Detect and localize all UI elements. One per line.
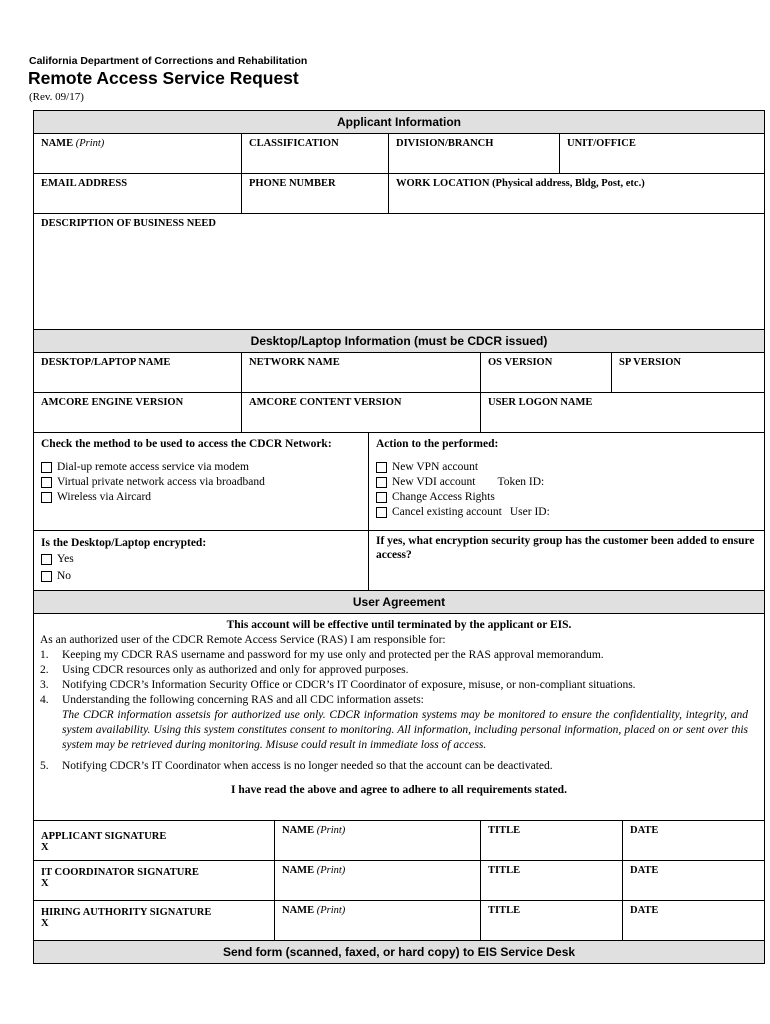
encrypted-yes[interactable]: Yes [41,551,361,568]
sp-version-field[interactable]: SP VERSION [619,357,681,368]
agreement-item: 5. Notifying CDCR’s IT Coordinator when access is no longer needed so that the account can be deactivated. [40,760,553,772]
form-revision: (Rev. 09/17) [29,91,84,103]
business-need-field[interactable]: DESCRIPTION OF BUSINESS NEED [41,218,216,229]
applicant-signature-field[interactable]: APPLICANT SIGNATURE X [34,821,275,860]
network-name-field[interactable]: NETWORK NAME [242,353,481,392]
section-user-agreement: User Agreement [34,591,764,614]
agreement-item: 4. Understanding the following concerning RAS and all CDC information assets: [40,694,424,706]
action-change-rights[interactable]: Change Access Rights [376,490,757,505]
monitoring-notice: The CDCR information assetsis for authorized use only. CDCR information systems may be monitored to ensure the confidentiality, integrity, and system availability. Using this system constitutes consent to monitoring. All information, including personal information, placed on or sent over this system may be retrieved during monitoring. Misuse could result in immediate loss of access. [62,709,748,751]
unit-field[interactable]: UNIT/OFFICE [567,138,636,149]
yes-checkbox[interactable] [41,554,52,565]
hiring-authority-signature-row [34,900,764,940]
cancel-account-checkbox[interactable] [376,507,387,518]
action-new-vdi[interactable]: New VDI account Token ID: [376,475,757,490]
applicant-row-1 [34,134,764,174]
it-coordinator-date-field[interactable]: DATE [630,865,659,876]
user-logon-field[interactable]: USER LOGON NAME [488,397,593,408]
section-applicant-information: Applicant Information [34,111,764,134]
applicant-print-name-field[interactable]: NAME (Print) [275,821,481,860]
request-form [33,110,765,964]
applicant-title-field[interactable]: TITLE [481,821,623,860]
method-option-vpn[interactable]: Virtual private network access via broadband [41,475,361,490]
token-id-label: Token ID: [497,476,545,488]
it-coordinator-signature-field[interactable]: IT COORDINATOR SIGNATURE X [34,861,275,900]
method-cell [34,433,369,530]
it-coordinator-print-name-field[interactable]: NAME (Print) [275,861,481,900]
os-version-field[interactable]: OS VERSION [481,353,612,392]
method-option-dialup[interactable]: Dial-up remote access service via modem [41,460,361,475]
name-field[interactable]: NAME (Print) [34,134,242,173]
applicant-row-3 [34,214,764,330]
agreement-item: 3. Notifying CDCR’s Information Security Office or CDCR’s IT Coordinator of exposure, misuse, or non-compliant situations. [40,679,636,691]
dialup-checkbox[interactable] [41,462,52,473]
user-agreement-body [34,614,764,820]
method-label: Check the method to be used to access the CDCR Network: [41,438,332,450]
section-desktop-information: Desktop/Laptop Information (must be CDCR issued) [34,330,764,353]
effective-statement: This account will be effective until terminated by the applicant or EIS. [226,619,572,631]
desktop-row-1 [34,353,764,393]
new-vpn-checkbox[interactable] [376,462,387,473]
action-new-vpn[interactable]: New VPN account [376,460,757,475]
encrypted-label: Is the Desktop/Laptop encrypted: [41,537,207,549]
it-coordinator-title-field[interactable]: TITLE [481,861,623,900]
desktop-name-field[interactable]: DESKTOP/LAPTOP NAME [34,353,242,392]
hiring-authority-signature-field[interactable]: HIRING AUTHORITY SIGNATURE X [34,901,275,940]
org-name: California Department of Corrections and Rehabilitation [29,55,308,67]
division-field[interactable]: DIVISION/BRANCH [389,134,560,173]
classification-field[interactable]: CLASSIFICATION [242,134,389,173]
desktop-row-2 [34,393,764,433]
footer-instruction: Send form (scanned, faxed, or hard copy) to EIS Service Desk [34,940,764,963]
change-rights-checkbox[interactable] [376,492,387,503]
action-cell [369,433,764,530]
encryption-group-field[interactable]: If yes, what encryption security group has the customer been added to ensure access? [376,535,755,561]
agree-statement: I have read the above and agree to adhere to all requirements stated. [231,784,567,796]
action-label: Action to the performed: [376,438,499,450]
phone-field[interactable]: PHONE NUMBER [242,174,389,213]
form-title: Remote Access Service Request [28,68,299,88]
hiring-authority-title-field[interactable]: TITLE [481,901,623,940]
wireless-checkbox[interactable] [41,492,52,503]
amcore-engine-field[interactable]: AMCORE ENGINE VERSION [34,393,242,432]
agreement-intro: As an authorized user of the CDCR Remote Access Service (RAS) I am responsible for: [40,634,446,646]
agreement-item: 2. Using CDCR resources only as authorized and only for approved purposes. [40,664,409,676]
work-location-field[interactable]: WORK LOCATION (Physical address, Bldg, Post, etc.) [396,178,645,189]
new-vdi-checkbox[interactable] [376,477,387,488]
encryption-row [34,531,764,591]
amcore-content-field[interactable]: AMCORE CONTENT VERSION [242,393,481,432]
agreement-item: 1. Keeping my CDCR RAS username and password for my use only and protected per the RAS approval memorandum. [40,649,604,661]
hiring-authority-date-field[interactable]: DATE [630,905,659,916]
user-id-label: User ID: [509,506,550,518]
it-coordinator-signature-row [34,860,764,900]
email-field[interactable]: EMAIL ADDRESS [34,174,242,213]
no-checkbox[interactable] [41,571,52,582]
vpn-checkbox[interactable] [41,477,52,488]
method-option-wireless[interactable]: Wireless via Aircard [41,490,361,505]
applicant-row-2 [34,174,764,214]
applicant-signature-row [34,820,764,860]
action-cancel-account[interactable]: Cancel existing account User ID: [376,505,757,520]
encrypted-cell [34,531,369,590]
encrypted-no[interactable]: No [41,568,361,585]
applicant-date-field[interactable]: DATE [630,825,659,836]
access-method-row [34,433,764,531]
hiring-authority-print-name-field[interactable]: NAME (Print) [275,901,481,940]
